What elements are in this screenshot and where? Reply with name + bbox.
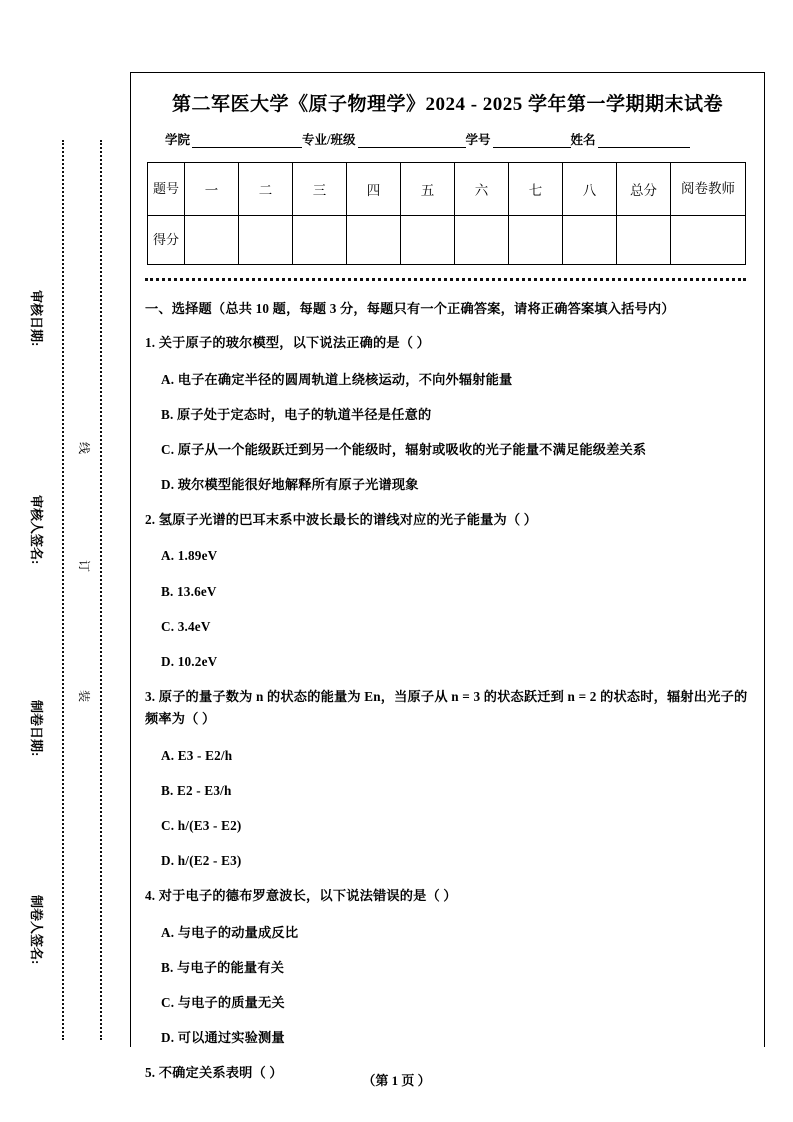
score-cell-7[interactable] xyxy=(509,216,563,265)
page-number-label: （第 1 页 ） xyxy=(362,1073,431,1088)
info-field-college xyxy=(165,130,302,148)
table-row xyxy=(148,216,746,265)
score-table-col-total: 总分 xyxy=(617,163,671,216)
margin-dotted-line-inner xyxy=(100,140,102,1040)
question-4-stem: 4. 对于电子的德布罗意波长，以下说法错误的是（ ） xyxy=(145,888,457,904)
score-table-wrapper xyxy=(131,148,764,265)
question-4-option-a[interactable]: A. 与电子的动量成反比 xyxy=(161,924,299,940)
question-4-option-d[interactable]: D. 可以通过实验测量 xyxy=(161,1030,285,1046)
info-label-college: 学院 xyxy=(165,133,191,147)
margin-label-compile-date: 制卷日期: xyxy=(29,700,44,757)
score-table-row-label-question-no: 题号 xyxy=(148,163,185,216)
section-heading: 一、选择题（总共 10 题，每题 3 分，每题只有一个正确答案，请将正确答案填入括号内） xyxy=(145,301,675,316)
question-3-option-a[interactable]: A. E3 - E2/h xyxy=(161,747,233,763)
exam-body xyxy=(131,281,764,1085)
score-cell-grader[interactable] xyxy=(671,216,746,265)
score-table-row-label-score: 得分 xyxy=(148,216,185,265)
score-table-col-7: 七 xyxy=(509,163,563,216)
info-blank-college[interactable] xyxy=(192,134,302,148)
question-1-option-b[interactable]: B. 原子处于定态时，电子的轨道半径是任意的 xyxy=(161,406,432,422)
table-row xyxy=(148,163,746,216)
question-3-option-c[interactable]: C. h/(E3 - E2) xyxy=(161,818,242,834)
question-4-option-b[interactable]: B. 与电子的能量有关 xyxy=(161,959,285,975)
score-table xyxy=(147,162,746,265)
score-cell-2[interactable] xyxy=(239,216,293,265)
question-1-stem: 1. 关于原子的玻尔模型，以下说法正确的是（ ） xyxy=(145,335,431,351)
question-3-option-d[interactable]: D. h/(E2 - E3) xyxy=(161,853,242,869)
question-2-option-c[interactable]: C. 3.4eV xyxy=(161,618,211,634)
binding-mark-line: 线 xyxy=(75,442,94,454)
score-table-col-8: 八 xyxy=(563,163,617,216)
question-2-option-d[interactable]: D. 10.2eV xyxy=(161,653,218,669)
info-field-name xyxy=(571,130,690,148)
score-table-col-4: 四 xyxy=(347,163,401,216)
question-2-option-b[interactable]: B. 13.6eV xyxy=(161,583,217,599)
score-table-col-3: 三 xyxy=(293,163,347,216)
info-blank-major-class[interactable] xyxy=(358,134,466,148)
binding-mark-assemble: 装 xyxy=(75,690,94,702)
margin-label-review-date: 审核日期: xyxy=(29,290,44,347)
score-cell-4[interactable] xyxy=(347,216,401,265)
score-cell-8[interactable] xyxy=(563,216,617,265)
question-3-stem: 3. 原子的量子数为 n 的状态的能量为 En，当原子从 n = 3 的状态跃迁到 n = 2 的状态时，辐射出光子的频率为（ ） xyxy=(145,688,748,727)
score-cell-3[interactable] xyxy=(293,216,347,265)
info-label-student-id: 学号 xyxy=(465,133,491,147)
question-2-stem: 2. 氢原子光谱的巴耳末系中波长最长的谱线对应的光子能量为（ ） xyxy=(145,512,538,528)
margin-label-compiler-signature: 制卷人签名: xyxy=(29,895,44,965)
question-4-option-c[interactable]: C. 与电子的质量无关 xyxy=(161,995,285,1011)
score-cell-1[interactable] xyxy=(185,216,239,265)
binding-mark-bind: 订 xyxy=(75,560,94,572)
score-table-col-2: 二 xyxy=(239,163,293,216)
score-table-col-6: 六 xyxy=(455,163,509,216)
score-cell-total[interactable] xyxy=(617,216,671,265)
left-margin-strip xyxy=(0,0,130,1122)
question-1-option-c[interactable]: C. 原子从一个能级跃迁到另一个能级时，辐射或吸收的光子能量不满足能级差关系 xyxy=(161,441,647,457)
margin-label-reviewer-signature: 审核人签名: xyxy=(29,495,44,565)
margin-dotted-line-outer xyxy=(62,140,64,1040)
info-label-name: 姓名 xyxy=(570,133,596,147)
score-table-col-1: 一 xyxy=(185,163,239,216)
info-blank-student-id[interactable] xyxy=(493,134,571,148)
score-table-col-5: 五 xyxy=(401,163,455,216)
score-cell-6[interactable] xyxy=(455,216,509,265)
question-1-option-d[interactable]: D. 玻尔模型能很好地解释所有原子光谱现象 xyxy=(161,476,419,492)
page-title: 第二军医大学《原子物理学》2024 - 2025 学年第一学期期末试卷 xyxy=(171,94,724,115)
page-footer xyxy=(0,1070,793,1089)
score-cell-5[interactable] xyxy=(401,216,455,265)
info-label-major-class: 专业/班级 xyxy=(302,133,356,147)
score-table-col-grader: 阅卷教师 xyxy=(671,163,746,216)
student-info-row xyxy=(131,122,764,148)
question-2-option-a[interactable]: A. 1.89eV xyxy=(161,548,218,564)
info-field-major-class xyxy=(302,130,465,148)
question-5-stem: 5. 不确定关系表明（ ） xyxy=(145,1065,283,1081)
info-field-student-id xyxy=(466,130,571,148)
question-1-option-a[interactable]: A. 电子在确定半径的圆周轨道上绕核运动，不向外辐射能量 xyxy=(161,371,513,387)
info-blank-name[interactable] xyxy=(598,134,690,148)
question-3-option-b[interactable]: B. E2 - E3/h xyxy=(161,782,232,798)
